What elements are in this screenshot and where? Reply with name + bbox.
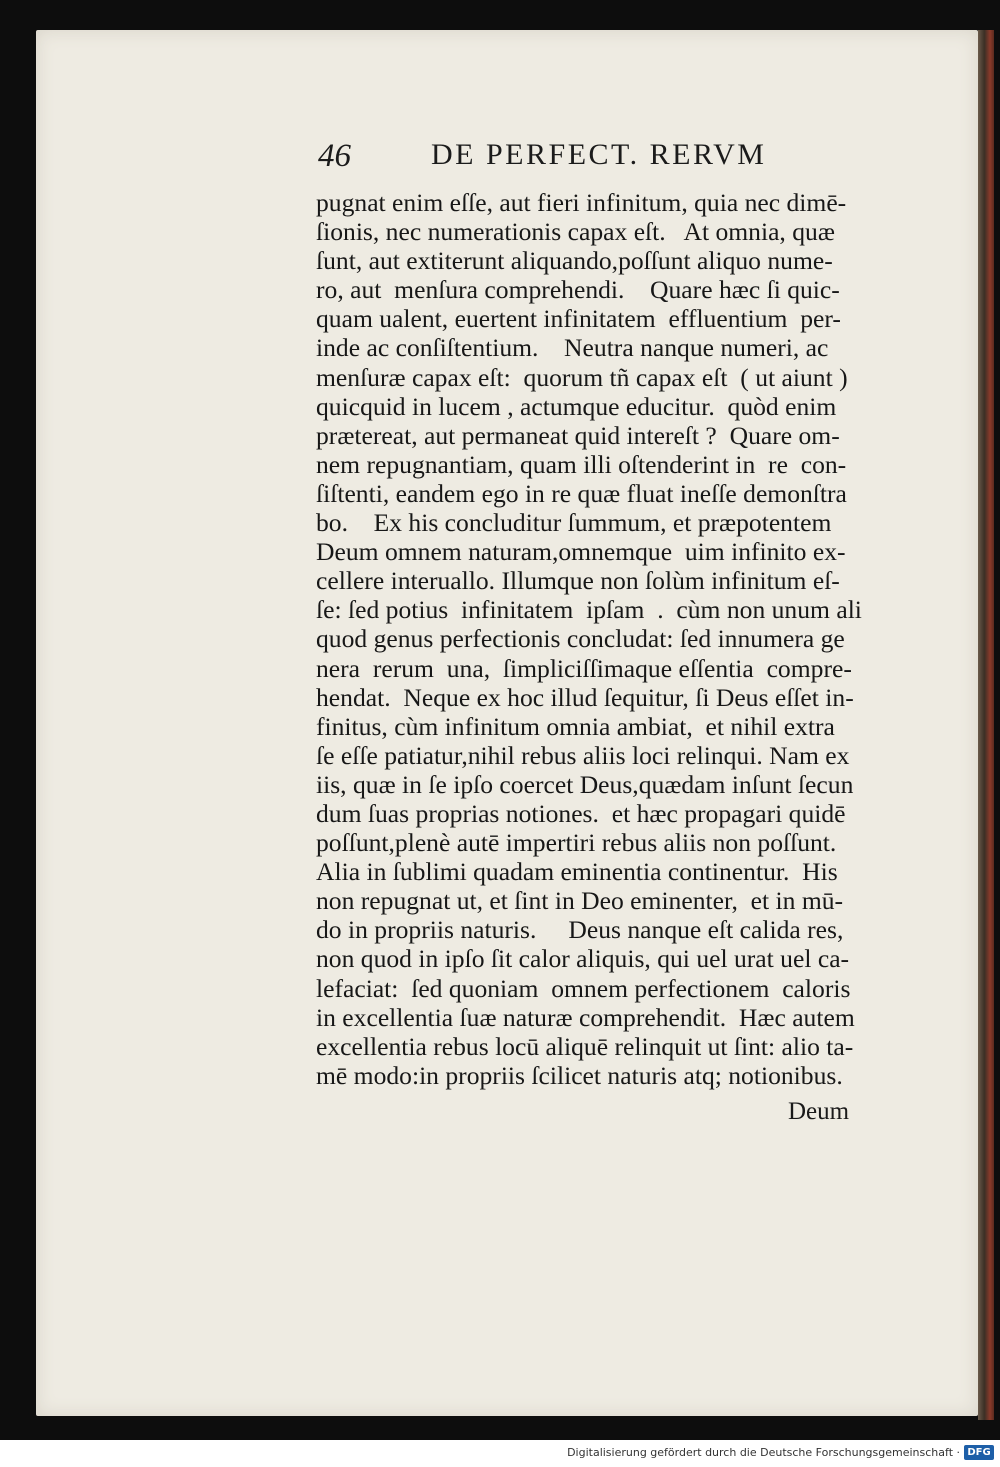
text-line: nem repugnantiam, quam illi oſtenderint in re con- bbox=[316, 449, 847, 479]
text-line: quam ualent, euertent infinitatem effluentium per- bbox=[316, 304, 841, 334]
text-line: ſiſtenti, eandem ego in re quæ fluat ineſſe demonſtra bbox=[316, 478, 847, 508]
running-head: DE PERFECT. RERVM bbox=[431, 138, 767, 171]
text-line: prætereat, aut permaneat quid intereſt ? Quare om- bbox=[316, 420, 840, 450]
digitization-footer bbox=[0, 1440, 1000, 1467]
text-line: Deum omnem naturam,omnemque uim infinito ex- bbox=[316, 537, 846, 567]
text-line: non repugnat ut, et ſint in Deo eminenter, et in mū- bbox=[316, 886, 844, 916]
page-header bbox=[318, 138, 858, 178]
text-line: ſe eſſe patiatur,nihil rebus aliis loci relinqui. Nam ex bbox=[316, 740, 850, 770]
text-line: cellere interuallo. Illumque non ſolùm infinitum eſ- bbox=[316, 566, 840, 596]
text-line: dum ſuas proprias notiones. et hæc propagari quidē bbox=[316, 798, 846, 828]
page-number: 46 bbox=[318, 138, 351, 174]
text-line: nera rerum una, ſimpliciſſimaque eſſentia compre- bbox=[316, 653, 852, 683]
dfg-logo-icon: DFG bbox=[964, 1445, 994, 1460]
catchword: Deum bbox=[788, 1098, 850, 1125]
text-line: menſuræ capax eſt: quorum tñ capax eſt ( ut aiunt ) bbox=[316, 362, 848, 392]
text-line: quod genus perfectionis concludat: ſed innumera ge bbox=[316, 624, 845, 654]
body-text bbox=[316, 188, 894, 1090]
text-line: poſſunt,plenè autē impertiri rebus aliis non poſſunt. bbox=[316, 828, 837, 858]
text-line: inde ac conſiſtentium. Neutra nanque numeri, ac bbox=[316, 333, 829, 363]
text-line: pugnat enim eſſe, aut fieri infinitum, quia nec dimē- bbox=[316, 188, 847, 217]
text-line: ro, aut menſura comprehendi. Quare hæc ſi quic- bbox=[316, 275, 840, 305]
funding-credit: Digitalisierung gefördert durch die Deutsche Forschungsgemeinschaft · bbox=[567, 1446, 960, 1459]
text-line: finitus, cùm infinitum omnia ambiat, et nihil extra bbox=[316, 711, 835, 741]
text-line: Alia in ſublimi quadam eminentia continentur. His bbox=[316, 857, 838, 887]
text-line: lefaciat: ſed quoniam omnem perfectionem caloris bbox=[316, 973, 851, 1003]
text-line: quicquid in lucem , actumque educitur. quòd enim bbox=[316, 391, 837, 421]
text-line: ſunt, aut extiterunt aliquando,poſſunt aliquo nume- bbox=[316, 246, 833, 276]
text-line: in excellentia ſuæ naturæ comprehendit. Hæc autem bbox=[316, 1002, 855, 1032]
text-line: do in propriis naturis. Deus nanque eſt calida res, bbox=[316, 915, 844, 945]
text-line: excellentia rebus locū aliquē relinquit ut ſint: alio ta- bbox=[316, 1031, 854, 1061]
text-line: bo. Ex his concluditur ſummum, et præpotentem bbox=[316, 508, 832, 538]
page-edge-shadow bbox=[978, 30, 994, 1420]
text-line: ſe: ſed potius infinitatem ipſam . cùm non unum ali bbox=[316, 595, 862, 625]
text-line: hendat. Neque ex hoc illud ſequitur, ſi Deus eſſet in- bbox=[316, 682, 854, 712]
text-line: iis, quæ in ſe ipſo coercet Deus,quædam inſunt ſecun bbox=[316, 769, 854, 799]
text-line: ſionis, nec numerationis capax eſt. At omnia, quæ bbox=[316, 217, 835, 247]
text-line: mē modo:in propriis ſcilicet naturis atq; notionibus. bbox=[316, 1060, 843, 1090]
text-line: non quod in ipſo ſit calor aliquis, qui uel urat uel ca- bbox=[316, 944, 850, 974]
